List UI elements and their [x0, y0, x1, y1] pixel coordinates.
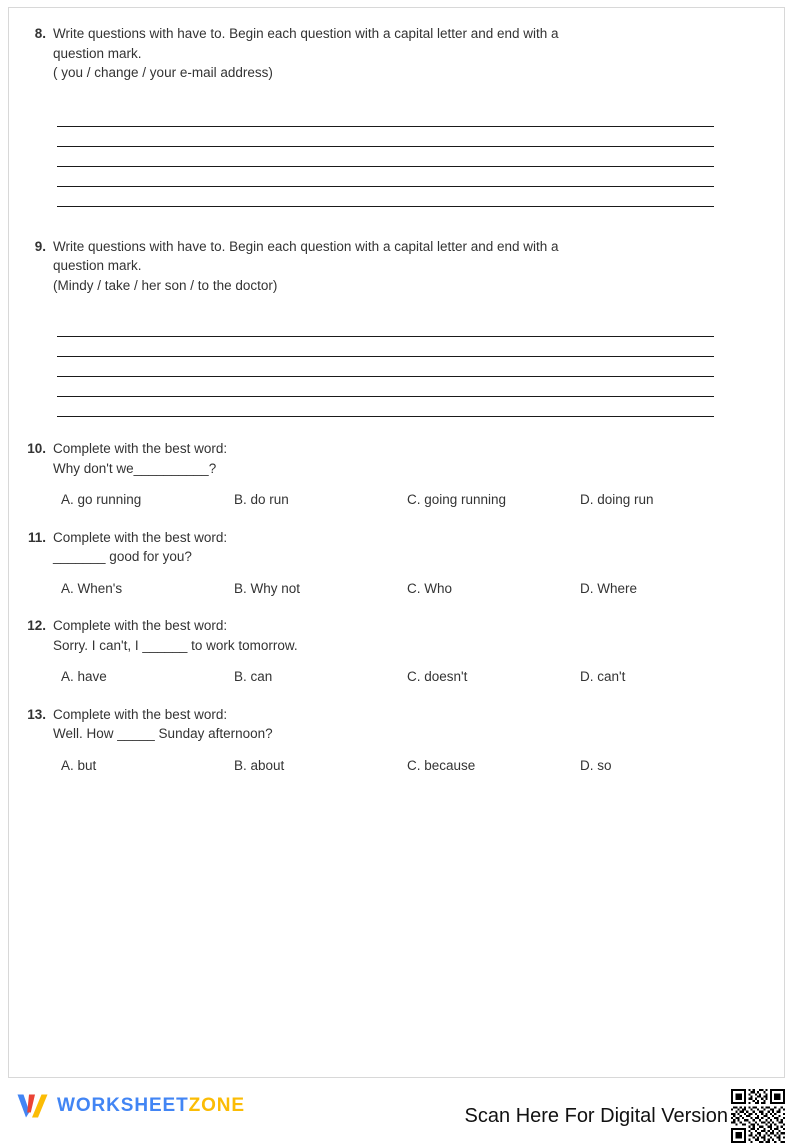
question-8 [19, 24, 754, 83]
option-a[interactable]: A. go running [61, 492, 142, 507]
qr-code-icon[interactable] [731, 1089, 785, 1143]
question-number: 13. [27, 706, 46, 722]
answer-line[interactable] [57, 397, 714, 417]
question-subprompt: Sorry. I can't, I ______ to work tomorrow. [53, 637, 298, 653]
options-q11 [61, 579, 754, 599]
scan-label: Scan Here For Digital Version [464, 1104, 728, 1127]
question-13 [19, 705, 754, 744]
answer-lines-q8[interactable] [57, 107, 714, 207]
answer-line[interactable] [57, 167, 714, 187]
question-number: 8. [34, 26, 46, 41]
question-body [53, 237, 754, 296]
answer-line[interactable] [57, 107, 714, 127]
answer-line[interactable] [57, 187, 714, 207]
answer-line[interactable] [57, 127, 714, 147]
question-9 [19, 237, 754, 296]
options-q13 [61, 756, 754, 776]
question-prompt: Complete with the best word: [53, 529, 228, 545]
question-prompt: Write questions with have to. Begin each question with a capital letter and end with a question mark. [53, 238, 559, 273]
options-q10 [61, 490, 754, 510]
question-12 [19, 616, 754, 655]
question-subprompt: _______ good for you? [53, 549, 192, 564]
question-prompt: Complete with the best word: [53, 441, 228, 456]
option-b[interactable]: B. do run [234, 492, 289, 507]
scan-qr-area[interactable] [465, 1089, 785, 1143]
option-d[interactable]: D. Where [580, 580, 638, 596]
question-10 [19, 439, 754, 478]
answer-line[interactable] [57, 377, 714, 397]
question-subprompt: ( you / change / your e-mail address) [53, 65, 273, 80]
option-d[interactable]: D. doing run [580, 492, 654, 507]
worksheet-zone-v-mark-icon [16, 1093, 50, 1119]
options-q12 [61, 667, 754, 687]
option-d[interactable]: D. so [580, 757, 612, 773]
option-a[interactable]: A. When's [61, 580, 123, 596]
option-c[interactable]: C. going running [407, 492, 507, 507]
question-prompt: Write questions with have to. Begin each question with a capital letter and end with a question mark. [53, 26, 559, 61]
option-b[interactable]: B. Why not [234, 580, 301, 596]
answer-line[interactable] [57, 317, 714, 337]
question-body [53, 24, 754, 83]
question-number: 12. [27, 618, 46, 633]
option-a[interactable]: A. but [61, 757, 97, 773]
answer-line[interactable] [57, 147, 714, 167]
question-body [53, 705, 754, 744]
question-subprompt: Why don't we__________? [53, 460, 217, 476]
option-c[interactable]: C. Who [407, 580, 453, 596]
question-body [53, 528, 754, 567]
option-d[interactable]: D. can't [580, 669, 626, 684]
question-subprompt: Well. How _____ Sunday afternoon? [53, 726, 273, 741]
option-c[interactable]: C. because [407, 757, 476, 773]
logo-wordmark [57, 1095, 245, 1117]
question-prompt: Complete with the best word: [53, 706, 228, 722]
question-subprompt: (Mindy / take / her son / to the doctor) [53, 277, 278, 293]
worksheet-content [9, 8, 784, 1077]
question-number: 11. [27, 529, 46, 545]
logo-text-zone: ZONE [188, 1095, 245, 1116]
answer-line[interactable] [57, 357, 714, 377]
worksheet-zone-logo[interactable] [16, 1093, 245, 1119]
question-body [53, 439, 754, 478]
answer-line[interactable] [57, 337, 714, 357]
question-body [53, 616, 754, 655]
page-footer [0, 1081, 793, 1127]
question-prompt: Complete with the best word: [53, 618, 228, 633]
option-b[interactable]: B. can [234, 669, 273, 684]
worksheet-page [8, 7, 785, 1078]
logo-text-worksheet: WORKSHEET [57, 1095, 189, 1116]
option-a[interactable]: A. have [61, 669, 107, 684]
option-b[interactable]: B. about [234, 757, 285, 773]
question-11 [19, 528, 754, 567]
answer-lines-q9[interactable] [57, 317, 714, 417]
option-c[interactable]: C. doesn't [407, 669, 468, 684]
question-number: 10. [27, 441, 46, 456]
question-number: 9. [34, 238, 46, 254]
